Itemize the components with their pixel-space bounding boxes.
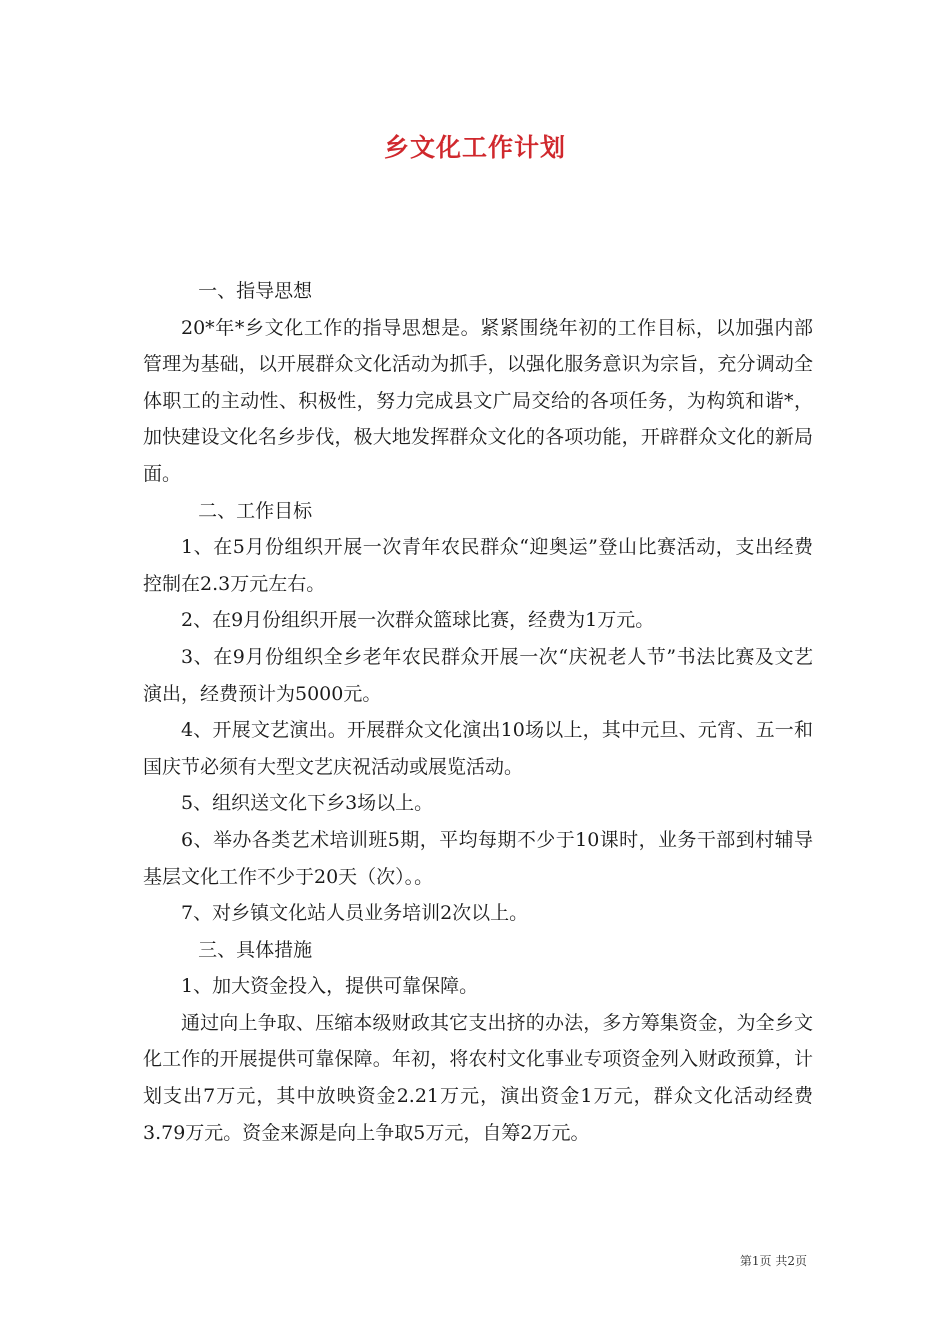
section-heading: 二、工作目标 [198,499,313,522]
measure-item: 1、加大资金投入，提供可靠保障。 [181,975,479,998]
goal-item: 3、在9月份组织全乡老年农民群众开展一次“庆祝老人节”书法比赛及文艺演出，经费预计为5000元。 [143,645,813,705]
document-body [143,273,813,1151]
goal-item: 7、对乡镇文化站人员业务培训2次以上。 [181,902,529,925]
page-number [740,1252,807,1269]
goal-item: 2、在9月份组织开展一次群众篮球比赛，经费为1万元。 [181,609,655,632]
section-heading: 一、指导思想 [198,280,313,302]
page-label: 第1页 共2页 [739,1254,807,1268]
document-title: 乡文化工作计划 [383,133,566,162]
goal-item: 5、组织送文化下乡3场以上。 [181,792,434,815]
goal-item: 4、开展文艺演出。开展群众文化演出10场以上，其中元旦、元宵、五一和国庆节必须有大型文艺庆祝活动或展览活动。 [143,719,813,778]
section-heading: 三、具体措施 [198,938,313,961]
body-paragraph: 20*年*乡文化工作的指导思想是。紧紧围绕年初的工作目标，以加强内部管理为基础，以开展群众文化活动为抓手，以强化服务意识为宗旨，充分调动全体职工的主动性、积极性，努力完成县文广局交给的各项任务，为构筑和谐*，加快建设文化名乡步伐，极大地发挥群众文化的各项功能，开辟群众文化的新局面。 [143,316,813,485]
goal-item: 6、举办各类艺术培训班5期，平均每期不少于10课时，业务干部到村辅导基层文化工作不少于20天（次）。。 [143,828,813,888]
body-paragraph: 通过向上争取、压缩本级财政其它支出挤的办法，多方筹集资金，为全乡文化工作的开展提供可靠保障。年初，将农村文化事业专项资金列入财政预算，计划支出7万元，其中放映资金2.21万元，演出资金1万元，群众文化活动经费3.79万元。资金来源是向上争取5万元，自筹2万元。 [143,1011,813,1144]
goal-item: 1、在5月份组织开展一次青年农民群众“迎奥运”登山比赛活动，支出经费控制在2.3万元左右。 [143,536,813,595]
